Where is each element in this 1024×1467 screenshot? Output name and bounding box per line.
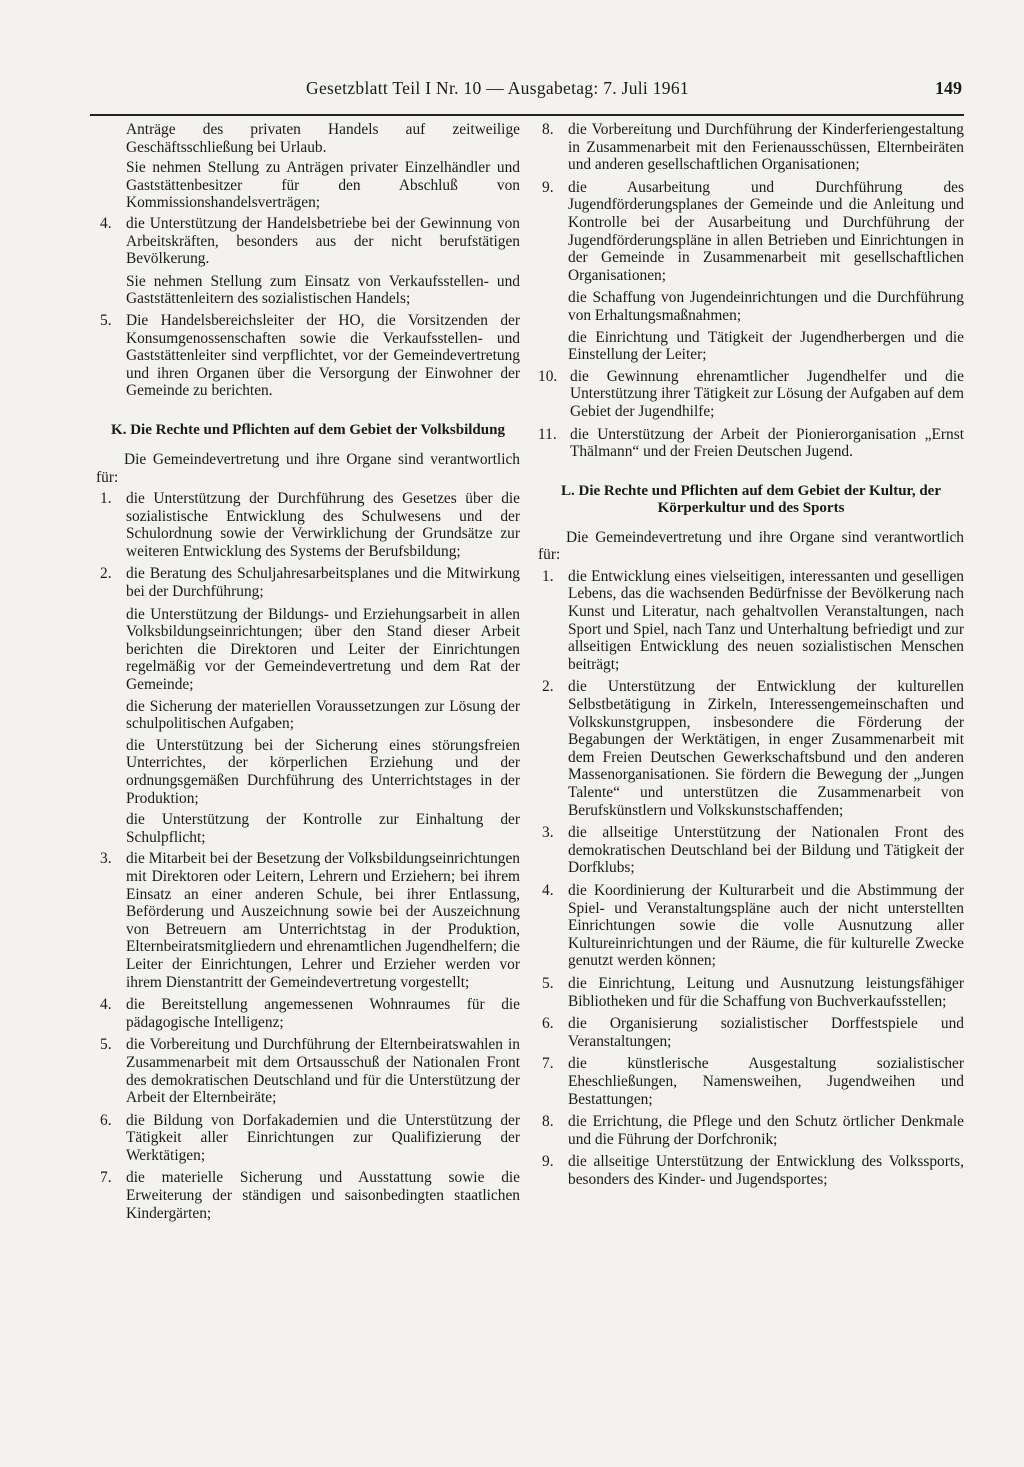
sub-paragraph: Sie nehmen Stellung zum Einsatz von Verkaufsstellen- und Gaststättenleitern des sozialistischen Handels;	[126, 272, 520, 308]
item-text: die Unterstützung der Handelsbetriebe bei der Gewinnung von Arbeitskräften, besonders aus der nicht berufstätigen Bevölkerung.	[126, 214, 520, 268]
item-text: die Mitarbeit bei der Besetzung der Volksbildungseinrichtungen mit Direktoren oder Leitern, Lehrern und Erziehern; bei ihrem Einsatz an einer anderen Schule, bei ihrer Entlassung, Beförderung und Auszeichnung sowie bei der Auszeichnung von Betreuern am Unterrichtstag in der Produktion, Elternbeiratsmitgliedern und ehrenamtlichen Jugendhelfern; die Leiter der Einrichtungen, Lehrer und Erzieher werden vor ihrem Dienstantritt der Gemeindevertretung vorgestellt;	[126, 850, 520, 991]
sub-paragraph: die Einrichtung und Tätigkeit der Jugendherbergen und die Einstellung der Leiter;	[568, 328, 964, 364]
item-number: 9.	[542, 1153, 554, 1171]
item-number: 10.	[538, 367, 558, 385]
item-text: die allseitige Unterstützung der Nationalen Front des demokratischen Deutschland bei der Bildung und Tätigkeit der Dorfklubs;	[568, 824, 964, 877]
item-number: 11.	[538, 425, 557, 443]
sub-paragraph: die Sicherung der materiellen Voraussetzungen zur Lösung der schulpolitischen Aufgaben;	[126, 697, 520, 733]
header-title: Gesetzblatt Teil I Nr. 10 — Ausgabetag: 7. Juli 1961	[306, 78, 689, 98]
item-text: die Bereitstellung angemessenen Wohnraumes für die pädagogische Intelligenz;	[126, 996, 520, 1031]
item-text: die materielle Sicherung und Ausstattung sowie die Erweiterung der ständigen und saisonbedingten staatlichen Kindergärten;	[126, 1169, 520, 1222]
item-number: 9.	[542, 178, 554, 196]
section-heading-l: L. Die Rechte und Pflichten auf dem Gebiet der Kultur, der Körperkultur und des Sports	[561, 482, 941, 516]
list-item	[538, 368, 964, 421]
list-item	[538, 1055, 964, 1108]
list-item	[538, 1015, 964, 1050]
page-header	[96, 78, 962, 110]
list-item	[538, 1153, 964, 1188]
item-text: die Unterstützung der Durchführung des Gesetzes über die sozialistische Entwicklung des Schulwesens und der Schulordnung sowie der Verwirklichung der Grundsätze zur weiteren Entwicklung des Systems der Berufsbildung;	[126, 490, 520, 560]
item-text: die Errichtung, die Pflege und den Schutz örtlicher Denkmale und die Führung der Dorfchronik;	[568, 1113, 964, 1148]
continued-paragraph: Anträge des privaten Handels auf zeitweilige Geschäftsschließung bei Urlaub.	[126, 121, 520, 156]
item-number: 4.	[100, 996, 112, 1014]
item-text: die allseitige Unterstützung der Entwicklung des Volkssports, besonders des Kinder- und Jugendsportes;	[568, 1153, 964, 1188]
item-number: 4.	[542, 881, 554, 899]
list-item	[96, 850, 520, 991]
item-text: die Beratung des Schuljahresarbeitsplanes und die Mitwirkung bei der Durchführung;	[126, 565, 520, 601]
item-number: 5.	[100, 311, 112, 329]
item-number: 3.	[542, 824, 554, 842]
sub-paragraph: die Unterstützung der Bildungs- und Erziehungsarbeit in allen Volksbildungseinrichtungen; über den Stand dieser Arbeit berichten die Direktoren und Leiter der Einrichtungen regelmäßig vor der Gemeindevertretung und dem Rat der Gemeinde;	[126, 605, 520, 694]
section-intro: Die Gemeindevertretung und ihre Organe sind verantwortlich für:	[96, 450, 520, 486]
sub-paragraph: die Unterstützung bei der Sicherung eines störungsfreien Unterrichtes, der körperlichen Erziehung und der ordnungsgemäßen Durchführung des Unterrichtstages in der Produktion;	[126, 736, 520, 807]
page-number: 149	[935, 78, 962, 98]
item-text: die Unterstützung der Arbeit der Pionierorganisation „Ernst Thälmann“ und der Freien Deutschen Jugend.	[570, 425, 964, 461]
list-item	[538, 1113, 964, 1148]
list-item	[538, 824, 964, 877]
item-number: 5.	[542, 974, 554, 992]
item-text: die Ausarbeitung und Durchführung des Jugendförderungsplanes der Gemeinde und die Anleitung und Kontrolle bei der Ausarbeitung und Durchführung der Jugendförderungspläne in allen Betrieben und Einrichtungen in der Gemeinde in Zusammenarbeit mit gesellschaftlichen Organisationen;	[568, 178, 964, 284]
item-number: 2.	[100, 565, 112, 583]
section-heading-k: K. Die Rechte und Pflichten auf dem Gebiet der Volksbildung	[111, 421, 505, 438]
item-text: die Bildung von Dorfakademien und die Unterstützung der Tätigkeit aller Einrichtungen zur Qualifizierung der Werktätigen;	[126, 1111, 520, 1164]
section-intro: Die Gemeindevertretung und ihre Organe sind verantwortlich für:	[538, 528, 964, 564]
right-column	[538, 121, 964, 1193]
list-item	[538, 882, 964, 970]
item-number: 2.	[542, 678, 554, 696]
list-item	[538, 179, 964, 285]
left-column	[96, 121, 520, 1227]
list-item	[538, 568, 964, 674]
item-number: 8.	[542, 1113, 554, 1131]
item-text: die Unterstützung der Entwicklung der kulturellen Selbstbetätigung in Zirkeln, Interessengemeinschaften und Volkskunstgruppen, insbesondere die Förderung der Begabungen der Werktätigen, in enger Zusammenarbeit mit dem Freien Deutschen Gewerkschaftsbund und den anderen Massenorganisationen. Sie fördern die Bewegung der „Jungen Talente“ und unterstützen die Zusammenarbeit von Berufskünstlern und Volkskunstschaffenden;	[568, 678, 964, 819]
list-item	[96, 565, 520, 600]
list-item	[96, 996, 520, 1031]
header-rule	[90, 114, 964, 116]
list-item	[538, 121, 964, 174]
item-text: die Gewinnung ehrenamtlicher Jugendhelfer und die Unterstützung ihrer Tätigkeit zur Lösung der Aufgaben auf dem Gebiet der Jugendhilfe;	[570, 367, 964, 420]
item-text: die künstlerische Ausgestaltung sozialistischer Eheschließungen, Namensweihen, Jugendweihen und Bestattungen;	[568, 1055, 964, 1108]
continued-paragraph: Sie nehmen Stellung zu Anträgen privater Einzelhändler und Gaststättenbesitzer für den Abschluß von Kommissionshandelsverträgen;	[126, 159, 520, 212]
list-item	[96, 1169, 520, 1222]
item-text: die Organisierung sozialistischer Dorffestspiele und Veranstaltungen;	[568, 1015, 964, 1050]
list-item	[538, 975, 964, 1010]
item-text: die Entwicklung eines vielseitigen, interessanten und geselligen Lebens, das die wachsenden Bedürfnisse der Bevölkerung nach Kunst und Literatur, nach gehaltvollen Veranstaltungen, nach Sport und Spiel, nach Tanz und Unterhaltung befriedigt und zur allseitigen Entwicklung des neuen sozialistischen Menschen beiträgt;	[568, 567, 964, 673]
item-number: 5.	[100, 1036, 112, 1054]
list-item	[96, 312, 520, 400]
item-text: Die Handelsbereichsleiter der HO, die Vorsitzenden der Konsumgenossenschaften sowie die Verkaufsstellen- und Gaststättenleiter sind verpflichtet, vor der Gemeindevertretung und ihren Organen über die Versorgung der Einwohner der Gemeinde zu berichten.	[126, 311, 520, 400]
item-number: 6.	[542, 1015, 554, 1033]
item-number: 1.	[542, 567, 554, 585]
item-number: 3.	[100, 850, 112, 868]
item-text: die Vorbereitung und Durchführung der Kinderferiengestaltung in Zusammenarbeit mit den Ferienausschüssen, Elternbeiräten und anderen gesellschaftlichen Organisationen;	[568, 121, 964, 174]
sub-paragraph: die Schaffung von Jugendeinrichtungen und die Durchführung von Erhaltungsmaßnahmen;	[568, 289, 964, 324]
list-item	[96, 215, 520, 268]
item-text: die Koordinierung der Kulturarbeit und die Abstimmung der Spiel- und Veranstaltungspläne auch der nicht unterstellten Einrichtungen sowie die volle Ausnutzung aller Kultureinrichtungen und der Räume, die für kulturelle Zwecke genutzt werden können;	[568, 881, 964, 970]
list-item	[538, 678, 964, 819]
item-number: 7.	[542, 1055, 554, 1073]
item-number: 4.	[100, 214, 112, 232]
item-number: 6.	[100, 1111, 112, 1129]
sub-paragraph: die Unterstützung der Kontrolle zur Einhaltung der Schulpflicht;	[126, 811, 520, 846]
item-number: 7.	[100, 1169, 112, 1187]
list-item	[538, 426, 964, 461]
list-item	[96, 1036, 520, 1106]
item-text: die Vorbereitung und Durchführung der Elternbeiratswahlen in Zusammenarbeit mit dem Ortsausschuß der Nationalen Front des demokratischen Deutschland und für die Unterstützung der Arbeit der Elternbeiräte;	[126, 1036, 520, 1107]
item-number: 1.	[100, 490, 112, 508]
item-text: die Einrichtung, Leitung und Ausnutzung leistungsfähiger Bibliotheken und für die Schaffung von Buchverkaufsstellen;	[568, 974, 964, 1010]
item-number: 8.	[542, 121, 554, 138]
list-item	[96, 1112, 520, 1165]
list-item	[96, 490, 520, 560]
